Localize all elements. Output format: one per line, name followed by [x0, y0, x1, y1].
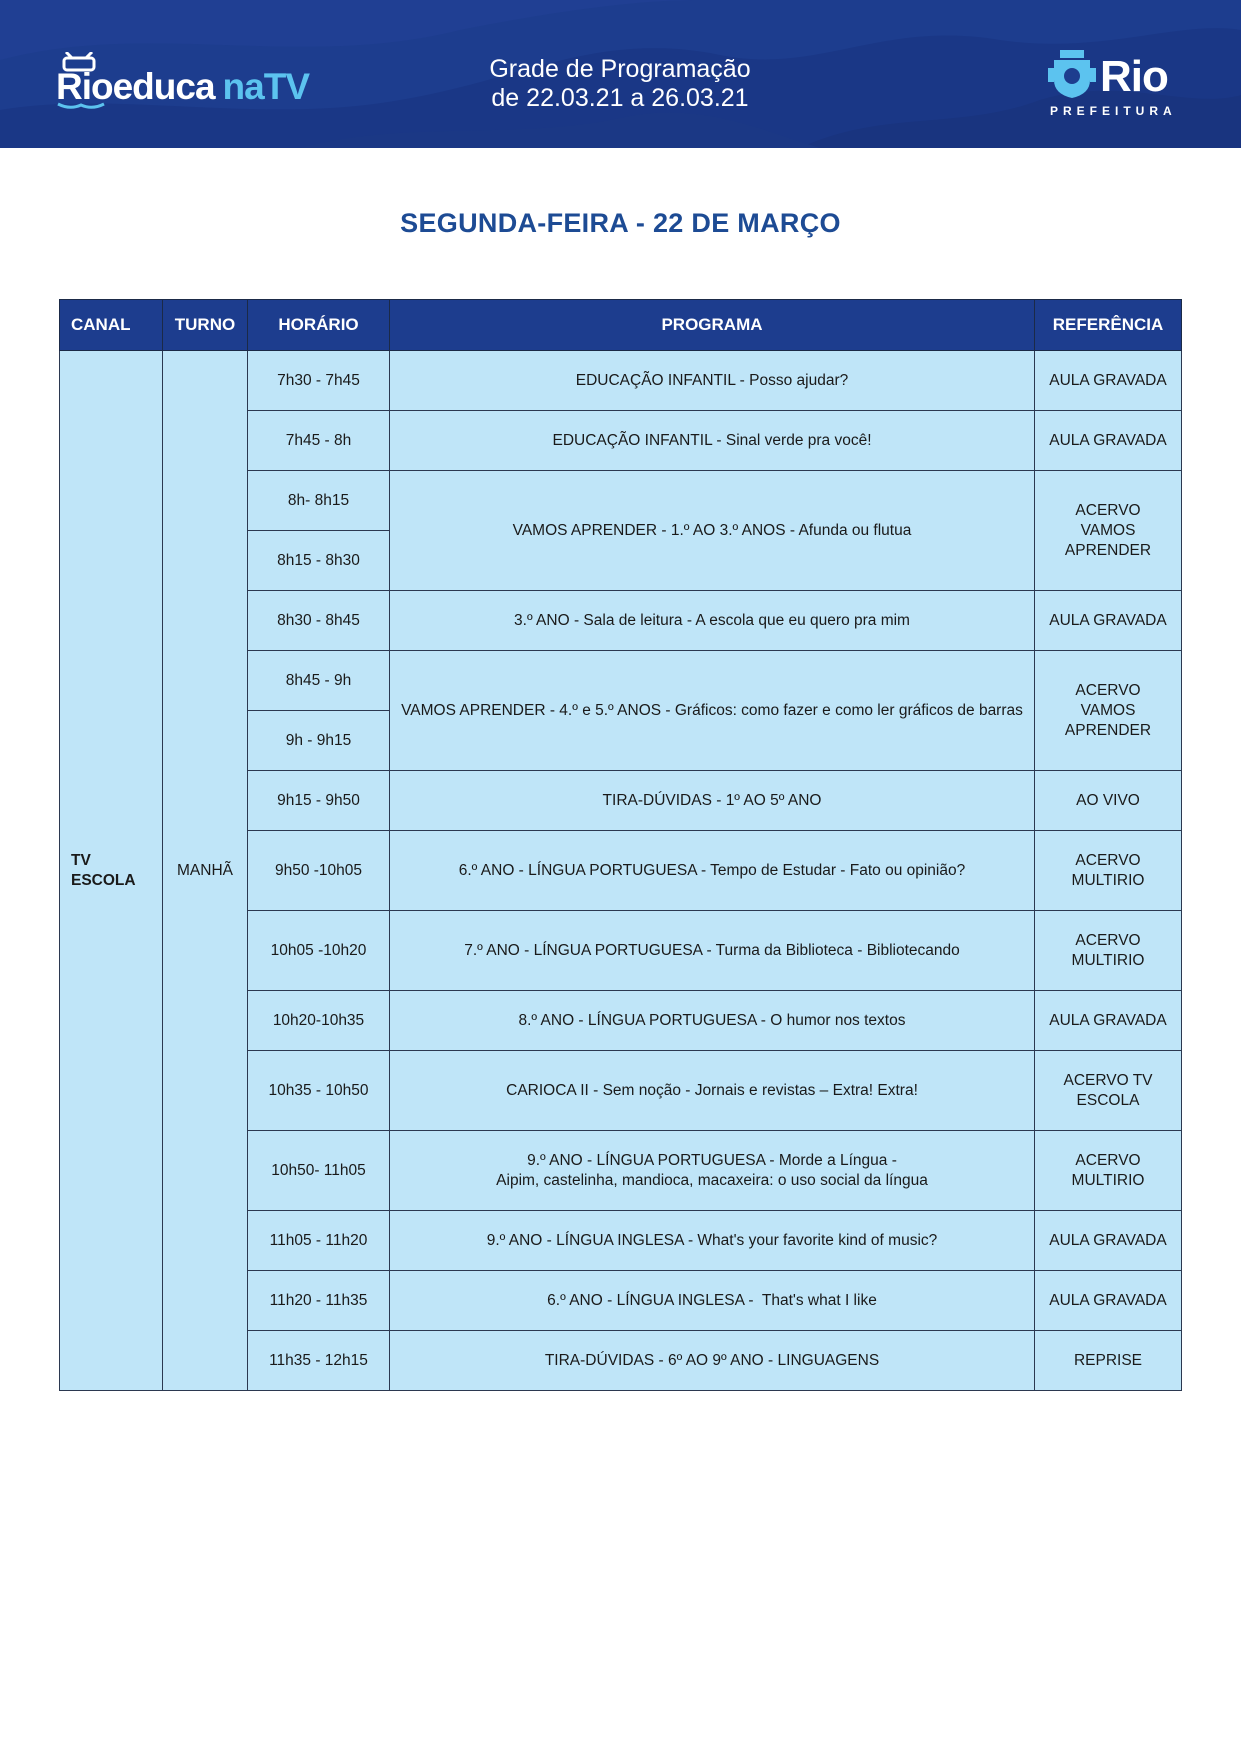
page-header: [0, 0, 1241, 148]
logo-main-text: Rioeduca: [56, 66, 215, 107]
referencia-value: ACERVO MULTIRIO: [1071, 851, 1145, 889]
horario-cell: 7h30 - 7h45: [248, 351, 390, 411]
programa-cell: 3.º ANO - Sala de leitura - A escola que eu quero pra mim: [390, 591, 1035, 651]
horario-cell: 11h35 - 12h15: [248, 1331, 390, 1391]
table-header-row: [60, 300, 1182, 351]
logo-accent-text: naTV: [222, 66, 310, 107]
referencia-cell: AULA GRAVADA: [1035, 991, 1182, 1051]
horario-cell: 7h45 - 8h: [248, 411, 390, 471]
schedule-table: [59, 299, 1182, 1391]
programa-cell: EDUCAÇÃO INFANTIL - Sinal verde pra você!: [390, 411, 1035, 471]
referencia-cell: AULA GRAVADA: [1035, 591, 1182, 651]
horario-cell: 10h50- 11h05: [248, 1131, 390, 1211]
referencia-cell: [1035, 471, 1182, 591]
programa-cell: 6.º ANO - LÍNGUA PORTUGUESA - Tempo de Estudar - Fato ou opinião?: [390, 831, 1035, 911]
programa-line-2: Aipim, castelinha, mandioca, macaxeira: o uso social da língua: [496, 1171, 928, 1189]
programa-cell: EDUCAÇÃO INFANTIL - Posso ajudar?: [390, 351, 1035, 411]
canal-cell: [60, 351, 163, 1391]
horario-cell: 8h45 - 9h: [248, 651, 390, 711]
programa-cell: 7.º ANO - LÍNGUA PORTUGUESA - Turma da Biblioteca - Bibliotecando: [390, 911, 1035, 991]
rio-wordmark: Rio: [1100, 52, 1168, 101]
referencia-cell: AO VIVO: [1035, 771, 1182, 831]
header-referencia: REFERÊNCIA: [1035, 300, 1182, 351]
title-line-2: de 22.03.21 a 26.03.21: [491, 84, 749, 112]
referencia-cell: REPRISE: [1035, 1331, 1182, 1391]
horario-cell: 9h50 -10h05: [248, 831, 390, 911]
horario-cell: 10h05 -10h20: [248, 911, 390, 991]
schedule-period-title: [420, 55, 820, 113]
referencia-cell: AULA GRAVADA: [1035, 1211, 1182, 1271]
horario-cell: 9h15 - 9h50: [248, 771, 390, 831]
prefeitura-label: PREFEITURA: [1050, 104, 1177, 118]
header-programa: PROGRAMA: [390, 300, 1035, 351]
referencia-value: ACERVO VAMOS APRENDER: [1064, 681, 1152, 739]
city-crest-icon: [1048, 50, 1096, 100]
programa-cell: 6.º ANO - LÍNGUA INGLESA - That's what I like: [390, 1271, 1035, 1331]
referencia-cell: [1035, 1051, 1182, 1131]
programa-cell: 9.º ANO - LÍNGUA INGLESA - What's your favorite kind of music?: [390, 1211, 1035, 1271]
referencia-cell: AULA GRAVADA: [1035, 351, 1182, 411]
referencia-cell: [1035, 911, 1182, 991]
turno-cell: MANHÃ: [163, 351, 248, 1391]
table-row: [60, 351, 1182, 411]
header-turno: TURNO: [163, 300, 248, 351]
book-underline-icon: [56, 102, 106, 112]
programa-cell: VAMOS APRENDER - 4.º e 5.º ANOS - Gráficos: como fazer e como ler gráficos de barras: [390, 651, 1035, 771]
referencia-cell: [1035, 651, 1182, 771]
day-title: SEGUNDA-FEIRA - 22 DE MARÇO: [400, 208, 841, 238]
referencia-value: ACERVO MULTIRIO: [1071, 931, 1145, 969]
programa-cell: 8.º ANO - LÍNGUA PORTUGUESA - O humor nos textos: [390, 991, 1035, 1051]
horario-cell: 11h05 - 11h20: [248, 1211, 390, 1271]
horario-cell: 8h15 - 8h30: [248, 531, 390, 591]
programa-cell: [390, 1131, 1035, 1211]
referencia-cell: [1035, 831, 1182, 911]
referencia-cell: AULA GRAVADA: [1035, 411, 1182, 471]
title-line-1: Grade de Programação: [489, 55, 751, 83]
referencia-cell: AULA GRAVADA: [1035, 1271, 1182, 1331]
horario-cell: 10h35 - 10h50: [248, 1051, 390, 1131]
canal-value: TV ESCOLA: [71, 851, 136, 889]
programa-cell: VAMOS APRENDER - 1.º AO 3.º ANOS - Afunda ou flutua: [390, 471, 1035, 591]
horario-cell: 11h20 - 11h35: [248, 1271, 390, 1331]
header-horario: HORÁRIO: [248, 300, 390, 351]
horario-cell: 9h - 9h15: [248, 711, 390, 771]
prefeitura-rio-logo: [1046, 48, 1180, 120]
header-canal: CANAL: [60, 300, 163, 351]
referencia-value: ACERVO VAMOS APRENDER: [1064, 501, 1152, 559]
programa-cell: TIRA-DÚVIDAS - 1º AO 5º ANO: [390, 771, 1035, 831]
referencia-cell: [1035, 1131, 1182, 1211]
referencia-value: ACERVO TV ESCOLA: [1063, 1071, 1153, 1109]
referencia-value: ACERVO MULTIRIO: [1071, 1151, 1145, 1189]
programa-line-1: 9.º ANO - LÍNGUA PORTUGUESA - Morde a Língua -: [527, 1151, 897, 1169]
horario-cell: 8h30 - 8h45: [248, 591, 390, 651]
programa-cell: TIRA-DÚVIDAS - 6º AO 9º ANO - LINGUAGENS: [390, 1331, 1035, 1391]
horario-cell: 10h20-10h35: [248, 991, 390, 1051]
programa-cell: CARIOCA II - Sem noção - Jornais e revistas – Extra! Extra!: [390, 1051, 1035, 1131]
horario-cell: 8h- 8h15: [248, 471, 390, 531]
